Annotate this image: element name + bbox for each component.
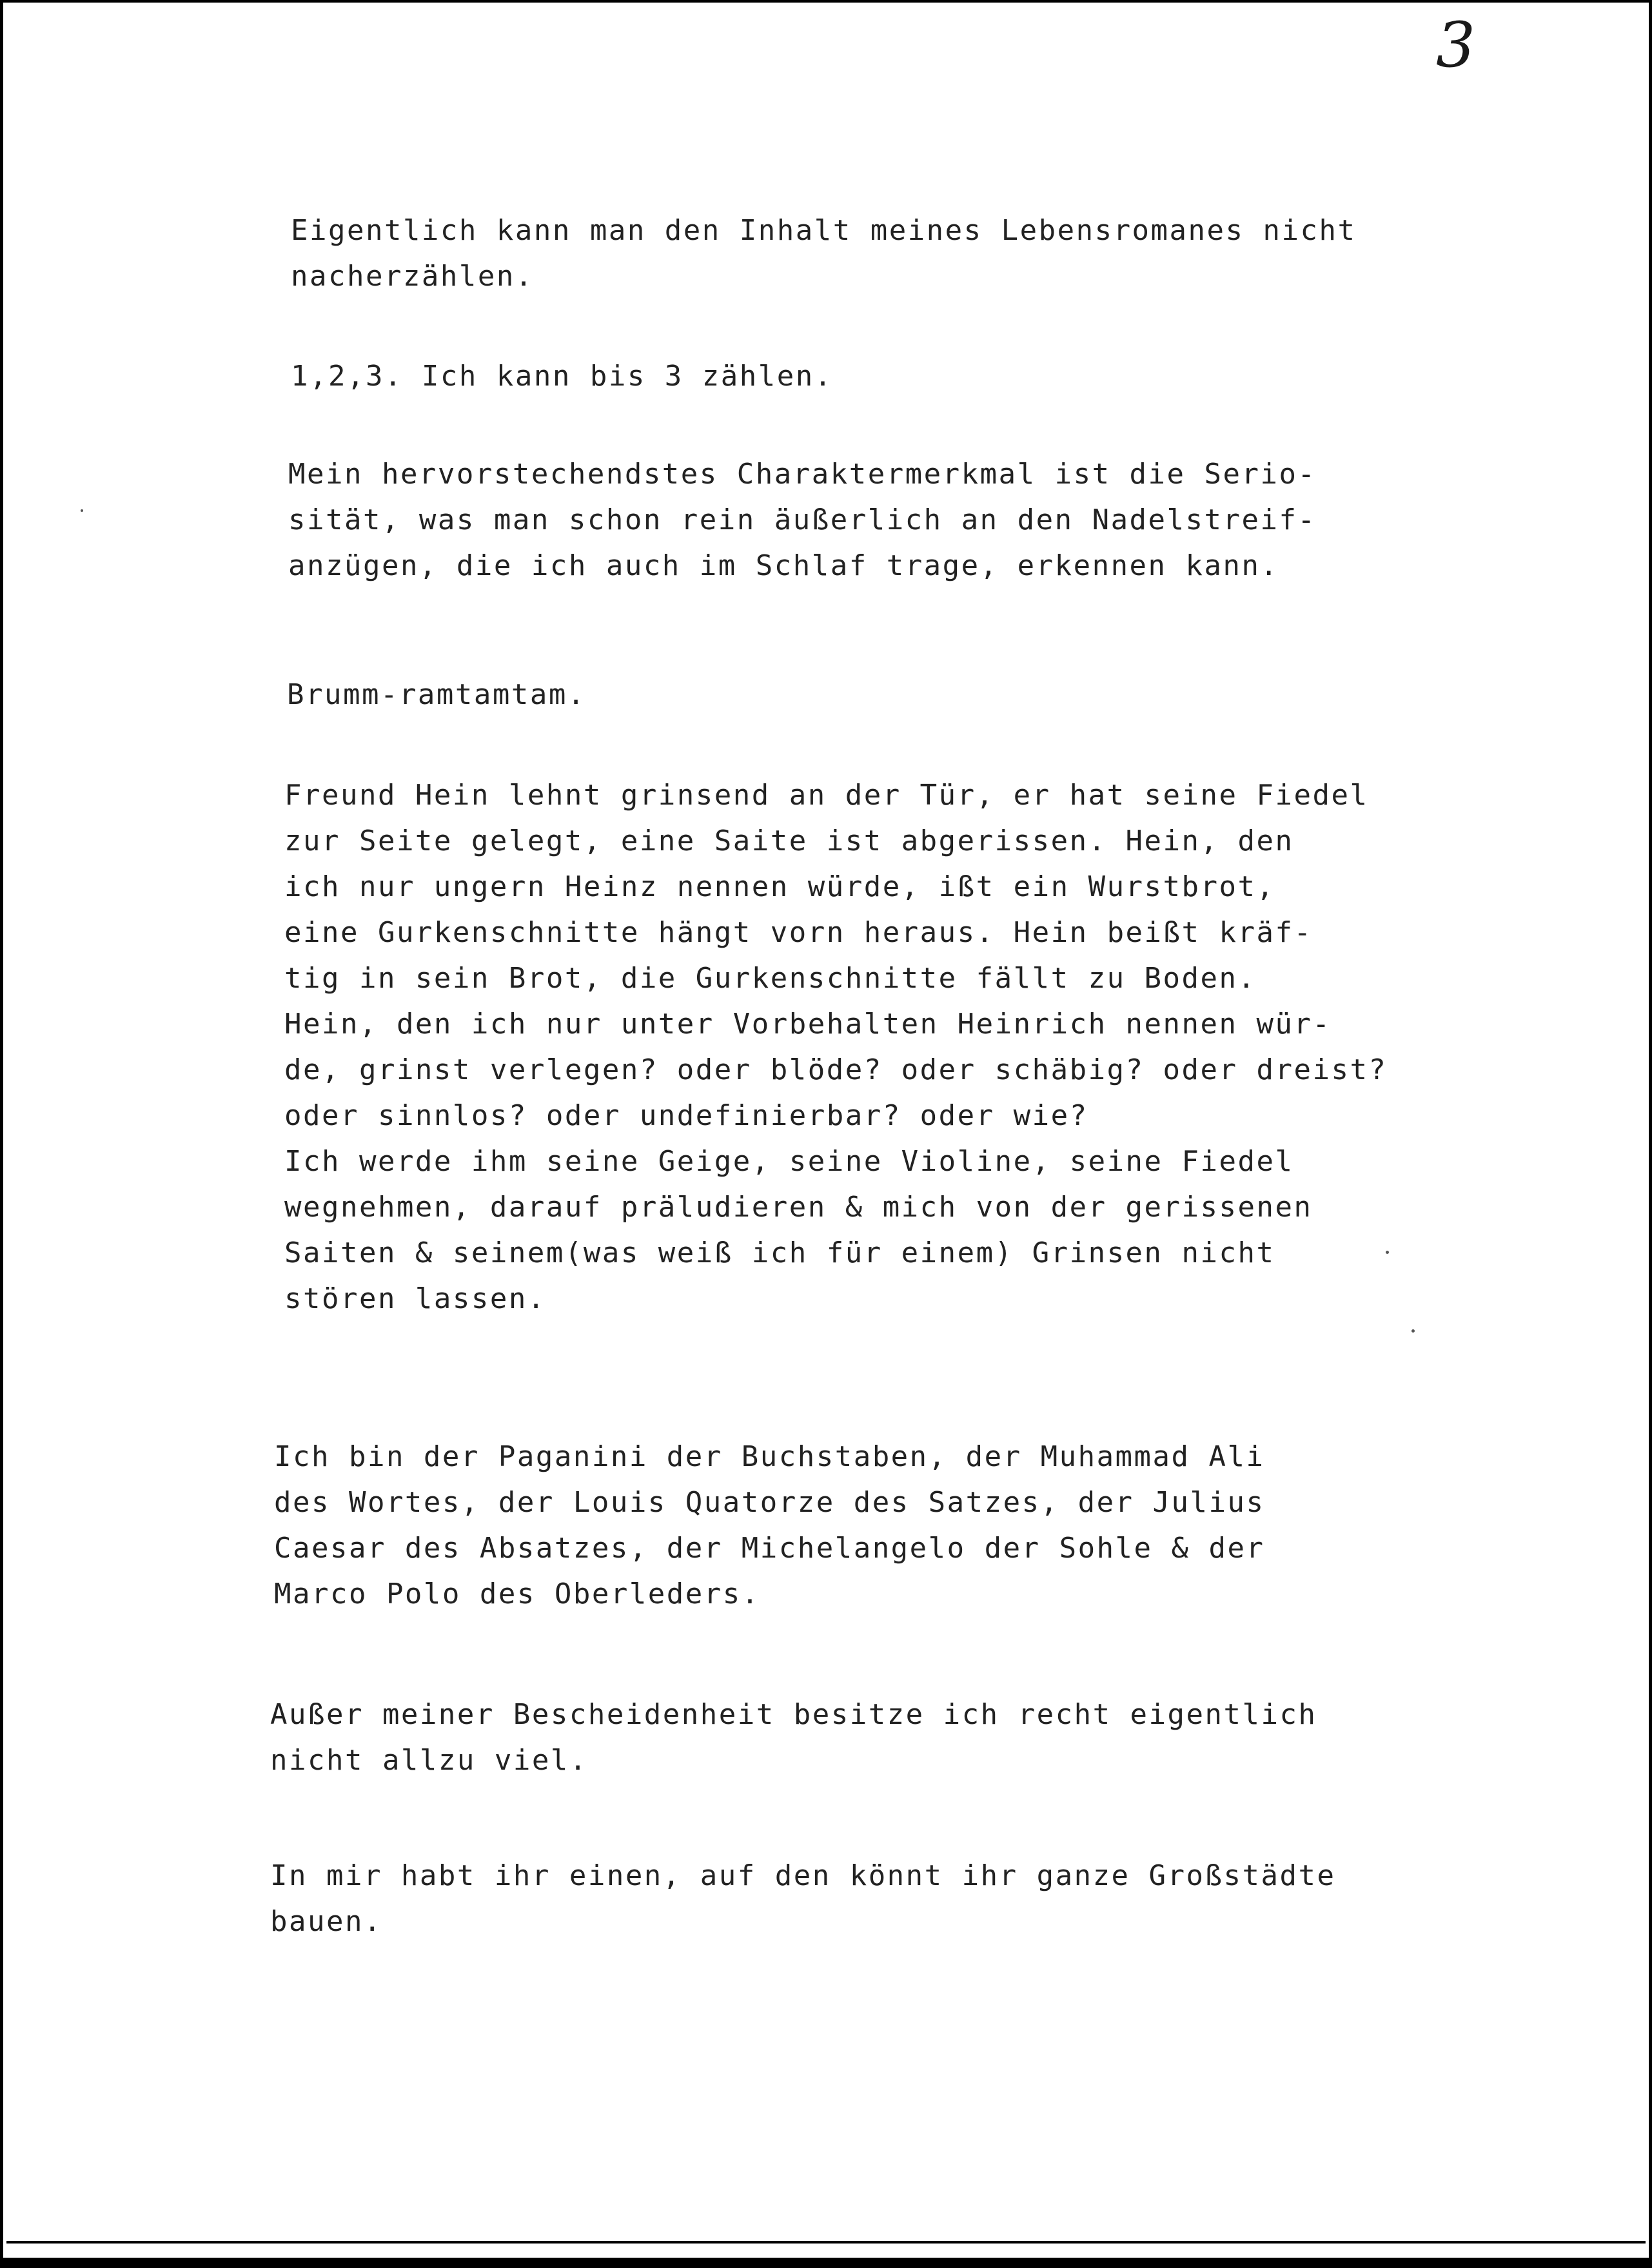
text-line: Saiten & seinem(was weiß ich für einem) Grinsen nicht bbox=[284, 1237, 1275, 1269]
text-line: bauen. bbox=[270, 1905, 382, 1938]
paragraph-counting bbox=[291, 353, 833, 399]
text-line: Außer meiner Bescheidenheit besitze ich recht eigentlich bbox=[270, 1698, 1317, 1731]
text-line: des Wortes, der Louis Quatorze des Satzes, der Julius bbox=[274, 1486, 1265, 1519]
ink-speck bbox=[1411, 1329, 1415, 1333]
ink-speck bbox=[1386, 1251, 1389, 1254]
text-line: In mir habt ihr einen, auf den könnt ihr ganze Großstädte bbox=[270, 1859, 1336, 1892]
paragraph-grossstaedte bbox=[270, 1853, 1335, 1944]
text-line: Mein hervorstechendstes Charaktermerkmal ist die Serio- bbox=[288, 458, 1317, 491]
text-line: nacherzählen. bbox=[291, 260, 534, 293]
text-line: Marco Polo des Oberleders. bbox=[274, 1578, 760, 1610]
text-line: eine Gurkenschnitte hängt vorn heraus. Hein beißt kräf- bbox=[284, 916, 1313, 949]
text-line: Hein, den ich nur unter Vorbehalten Heinrich nennen wür- bbox=[284, 1008, 1332, 1041]
paragraph-paganini bbox=[274, 1434, 1264, 1617]
paragraph-freund-hein bbox=[284, 772, 1387, 1322]
paragraph-character bbox=[288, 451, 1316, 589]
text-line: nicht allzu viel. bbox=[270, 1744, 588, 1777]
text-line: Eigentlich kann man den Inhalt meines Lebensromanes nicht bbox=[291, 214, 1357, 247]
text-line: de, grinst verlegen? oder blöde? oder schäbig? oder dreist? bbox=[284, 1053, 1388, 1086]
text-line: Ich bin der Paganini der Buchstaben, der Muhammad Ali bbox=[274, 1440, 1265, 1473]
text-line: 1,2,3. Ich kann bis 3 zählen. bbox=[291, 360, 833, 393]
text-line: tig in sein Brot, die Gurkenschnitte fällt zu Boden. bbox=[284, 962, 1257, 995]
paragraph-brumm bbox=[287, 672, 586, 718]
text-line: wegnehmen, darauf präludieren & mich von der gerissenen bbox=[284, 1191, 1313, 1224]
text-line: anzügen, die ich auch im Schlaf trage, erkennen kann. bbox=[288, 549, 1279, 582]
paragraph-intro bbox=[291, 208, 1356, 299]
paragraph-bescheidenheit bbox=[270, 1692, 1317, 1783]
text-line: Ich werde ihm seine Geige, seine Violine, seine Fiedel bbox=[284, 1145, 1294, 1178]
text-line: stören lassen. bbox=[284, 1282, 546, 1315]
text-line: ich nur ungern Heinz nennen würde, ißt ein Wurstbrot, bbox=[284, 870, 1275, 903]
text-line: Caesar des Absatzes, der Michelangelo der Sohle & der bbox=[274, 1532, 1265, 1565]
text-line: Brumm-ramtamtam. bbox=[287, 678, 586, 711]
page-number: 3 bbox=[1436, 9, 1476, 81]
text-line: Freund Hein lehnt grinsend an der Tür, er hat seine Fiedel bbox=[284, 779, 1369, 812]
text-line: zur Seite gelegt, eine Saite ist abgerissen. Hein, den bbox=[284, 825, 1294, 857]
ink-speck bbox=[81, 509, 83, 512]
text-line: oder sinnlos? oder undefinierbar? oder wie? bbox=[284, 1099, 1088, 1132]
text-line: sität, was man schon rein äußerlich an den Nadelstreif- bbox=[288, 503, 1317, 536]
bottom-edge-line bbox=[6, 2241, 1646, 2244]
